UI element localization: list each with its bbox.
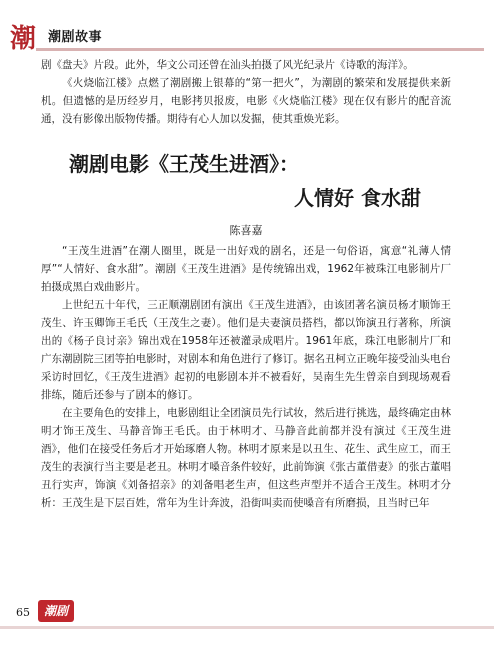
article-title-line-1: 潮剧电影《王茂生进酒》： — [69, 152, 299, 176]
article-paragraph-3: 在主要角色的安排上，电影剧组让全团演员先行试妆，然后进行挑选，最终确定由林明才饰王茂生、马静音饰王毛氏。由于林明才、马静音此前都并没有演过《王茂生进酒》，他们在接受任务后才开始琢磨人物。林明才原来是以丑生、花生、武生应工，而王茂生的表演行当主要是老丑。林明才嗓音条件较好，此前饰演《张古董借妻》的张古董唱丑行实声，饰演《刘备招亲》的刘备唱老生声，但这些声型并不适合王茂生。林明才分析：王茂生是下层百姓，常年为生计奔波，沿街叫卖而使嗓音有所磨损，且当时已年 — [41, 407, 451, 509]
article-author: 陈喜嘉 — [229, 224, 263, 237]
article-paragraph-2: 上世纪五十年代，三正顺潮剧团有演出《王茂生进酒》，由该团著名演员杨才顺饰王茂生、许玉卿饰王毛氏（王茂生之妻）。他们是夫妻演员搭档，都以饰演丑行著称，所演出的《杨子良讨亲》锦出戏在1958年还被灌录成唱片。1961年底，珠江电影制片厂和广东潮剧院三团等拍电影时，对剧本和角色进行了修订。据名丑柯立正晚年接受汕头电台采访时回忆，《王茂生进酒》起初的电影剧本并不被看好，吴南生先生曾亲自到现场观看排练，随后还参与了剧本的修订。 — [41, 299, 451, 401]
magazine-logo-seal: 潮 — [9, 24, 36, 54]
article-title — [41, 150, 451, 212]
section-title: 潮剧故事 — [48, 30, 103, 45]
footer-logo: 潮剧 — [38, 600, 74, 622]
intro-paragraph-1: 剧《盘夫》片段。此外，华文公司还曾在汕头拍摄了风光纪录片《诗歌的海洋》。 — [41, 59, 414, 71]
article-paragraph-1: “王茂生进酒”在潮人圈里，既是一出好戏的剧名，还是一句俗语，寓意“礼薄人情厚”“人情好、食水甜”。潮剧《王茂生进酒》是传统锦出戏，1962年被珠江电影制片厂拍摄成黑白戏曲影片。 — [41, 245, 451, 293]
intro-paragraph-2: 《火烧临江楼》点燃了潮剧搬上银幕的“第一把火”，为潮剧的繁荣和发展提供来新机。但遗憾的是历经岁月，电影拷贝报废，电影《火烧临江楼》现在仅有影片的配音流通，没有影像出版物传播。期待有心人加以发掘，使其重焕光彩。 — [41, 77, 451, 125]
bottom-band — [0, 626, 494, 629]
page-number: 65 — [16, 606, 30, 619]
article-title-line-2: 人情好 食水甜 — [294, 186, 421, 210]
page-content — [41, 56, 451, 512]
header-divider — [36, 48, 484, 51]
